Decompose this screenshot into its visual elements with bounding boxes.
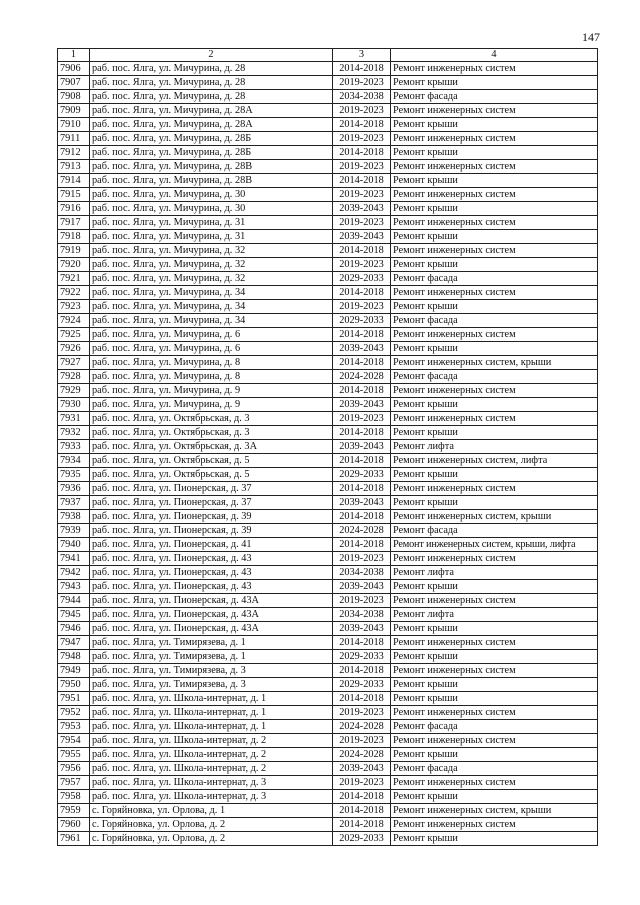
work-type-cell: Ремонт инженерных систем [391, 328, 598, 342]
period-cell: 2014-2018 [333, 482, 391, 496]
row-number: 7953 [58, 720, 90, 734]
address-cell: раб. пос. Ялга, ул. Октябрьская, д. 3А [90, 440, 333, 454]
table-row [58, 342, 598, 356]
work-type-cell: Ремонт лифта [391, 440, 598, 454]
row-number: 7911 [58, 132, 90, 146]
repair-schedule-table [57, 48, 598, 846]
row-number: 7954 [58, 734, 90, 748]
row-number: 7961 [58, 832, 90, 846]
table-row [58, 118, 598, 132]
work-type-cell: Ремонт крыши [391, 398, 598, 412]
row-number: 7960 [58, 818, 90, 832]
period-cell: 2024-2028 [333, 370, 391, 384]
table-row [58, 636, 598, 650]
period-cell: 2039-2043 [333, 622, 391, 636]
address-cell: раб. пос. Ялга, ул. Мичурина, д. 34 [90, 300, 333, 314]
address-cell: раб. пос. Ялга, ул. Октябрьская, д. 3 [90, 426, 333, 440]
work-type-cell: Ремонт фасада [391, 720, 598, 734]
address-cell: раб. пос. Ялга, ул. Мичурина, д. 31 [90, 230, 333, 244]
work-type-cell: Ремонт крыши [391, 692, 598, 706]
row-number: 7938 [58, 510, 90, 524]
table-row [58, 818, 598, 832]
work-type-cell: Ремонт крыши [391, 258, 598, 272]
address-cell: раб. пос. Ялга, ул. Тимирязева, д. 3 [90, 678, 333, 692]
period-cell: 2019-2023 [333, 412, 391, 426]
work-type-cell: Ремонт инженерных систем [391, 734, 598, 748]
table-row [58, 62, 598, 76]
address-cell: раб. пос. Ялга, ул. Школа-интернат, д. 2 [90, 762, 333, 776]
period-cell: 2019-2023 [333, 300, 391, 314]
address-cell: раб. пос. Ялга, ул. Пионерская, д. 43А [90, 622, 333, 636]
period-cell: 2024-2028 [333, 720, 391, 734]
work-type-cell: Ремонт крыши [391, 342, 598, 356]
table-row [58, 328, 598, 342]
row-number: 7957 [58, 776, 90, 790]
table-row [58, 104, 598, 118]
work-type-cell: Ремонт инженерных систем [391, 412, 598, 426]
row-number: 7933 [58, 440, 90, 454]
address-cell: раб. пос. Ялга, ул. Пионерская, д. 43А [90, 608, 333, 622]
work-type-cell: Ремонт фасада [391, 90, 598, 104]
period-cell: 2014-2018 [333, 510, 391, 524]
table-row [58, 650, 598, 664]
row-number: 7952 [58, 706, 90, 720]
work-type-cell: Ремонт крыши [391, 300, 598, 314]
address-cell: раб. пос. Ялга, ул. Мичурина, д. 8 [90, 370, 333, 384]
address-cell: раб. пос. Ялга, ул. Школа-интернат, д. 3 [90, 790, 333, 804]
address-cell: раб. пос. Ялга, ул. Октябрьская, д. 5 [90, 454, 333, 468]
address-cell: раб. пос. Ялга, ул. Мичурина, д. 34 [90, 314, 333, 328]
work-type-cell: Ремонт инженерных систем [391, 160, 598, 174]
row-number: 7955 [58, 748, 90, 762]
period-cell: 2014-2018 [333, 286, 391, 300]
period-cell: 2039-2043 [333, 440, 391, 454]
row-number: 7946 [58, 622, 90, 636]
period-cell: 2014-2018 [333, 244, 391, 258]
work-type-cell: Ремонт инженерных систем, лифта [391, 454, 598, 468]
work-type-cell: Ремонт крыши [391, 202, 598, 216]
table-row [58, 286, 598, 300]
period-cell: 2019-2023 [333, 594, 391, 608]
period-cell: 2034-2038 [333, 90, 391, 104]
period-cell: 2014-2018 [333, 664, 391, 678]
row-number: 7910 [58, 118, 90, 132]
address-cell: раб. пос. Ялга, ул. Мичурина, д. 32 [90, 244, 333, 258]
table-row [58, 300, 598, 314]
address-cell: раб. пос. Ялга, ул. Октябрьская, д. 3 [90, 412, 333, 426]
row-number: 7943 [58, 580, 90, 594]
table-row [58, 790, 598, 804]
table-row [58, 538, 598, 552]
address-cell: раб. пос. Ялга, ул. Тимирязева, д. 1 [90, 650, 333, 664]
row-number: 7926 [58, 342, 90, 356]
row-number: 7940 [58, 538, 90, 552]
work-type-cell: Ремонт инженерных систем [391, 384, 598, 398]
work-type-cell: Ремонт инженерных систем [391, 244, 598, 258]
address-cell: раб. пос. Ялга, ул. Мичурина, д. 30 [90, 188, 333, 202]
row-number: 7918 [58, 230, 90, 244]
work-type-cell: Ремонт крыши [391, 678, 598, 692]
row-number: 7927 [58, 356, 90, 370]
period-cell: 2014-2018 [333, 538, 391, 552]
period-cell: 2014-2018 [333, 62, 391, 76]
work-type-cell: Ремонт инженерных систем [391, 636, 598, 650]
work-type-cell: Ремонт фасада [391, 272, 598, 286]
period-cell: 2014-2018 [333, 692, 391, 706]
work-type-cell: Ремонт инженерных систем [391, 818, 598, 832]
address-cell: раб. пос. Ялга, ул. Мичурина, д. 8 [90, 356, 333, 370]
table-row [58, 132, 598, 146]
address-cell: раб. пос. Ялга, ул. Пионерская, д. 39 [90, 510, 333, 524]
work-type-cell: Ремонт крыши [391, 580, 598, 594]
work-type-cell: Ремонт крыши [391, 496, 598, 510]
row-number: 7951 [58, 692, 90, 706]
row-number: 7928 [58, 370, 90, 384]
table-row [58, 748, 598, 762]
period-cell: 2014-2018 [333, 426, 391, 440]
address-cell: раб. пос. Ялга, ул. Пионерская, д. 37 [90, 496, 333, 510]
table-body [58, 62, 598, 846]
address-cell: раб. пос. Ялга, ул. Пионерская, д. 43 [90, 580, 333, 594]
table-row [58, 314, 598, 328]
period-cell: 2019-2023 [333, 258, 391, 272]
table-row [58, 90, 598, 104]
period-cell: 2014-2018 [333, 804, 391, 818]
period-cell: 2019-2023 [333, 734, 391, 748]
period-cell: 2029-2033 [333, 678, 391, 692]
period-cell: 2039-2043 [333, 202, 391, 216]
table-row [58, 356, 598, 370]
table-row [58, 496, 598, 510]
row-number: 7906 [58, 62, 90, 76]
address-cell: раб. пос. Ялга, ул. Пионерская, д. 43 [90, 552, 333, 566]
table-row [58, 692, 598, 706]
period-cell: 2029-2033 [333, 650, 391, 664]
table-row [58, 664, 598, 678]
period-cell: 2014-2018 [333, 790, 391, 804]
address-cell: с. Горяйновка, ул. Орлова, д. 2 [90, 832, 333, 846]
address-cell: раб. пос. Ялга, ул. Мичурина, д. 6 [90, 328, 333, 342]
work-type-cell: Ремонт крыши [391, 650, 598, 664]
address-cell: раб. пос. Ялга, ул. Мичурина, д. 32 [90, 272, 333, 286]
table-row [58, 720, 598, 734]
period-cell: 2019-2023 [333, 552, 391, 566]
address-cell: раб. пос. Ялга, ул. Пионерская, д. 41 [90, 538, 333, 552]
address-cell: раб. пос. Ялга, ул. Школа-интернат, д. 1 [90, 692, 333, 706]
work-type-cell: Ремонт фасада [391, 762, 598, 776]
table-row [58, 230, 598, 244]
work-type-cell: Ремонт крыши [391, 230, 598, 244]
row-number: 7930 [58, 398, 90, 412]
period-cell: 2019-2023 [333, 160, 391, 174]
table-row [58, 188, 598, 202]
table-row [58, 258, 598, 272]
period-cell: 2019-2023 [333, 188, 391, 202]
table-row [58, 776, 598, 790]
address-cell: раб. пос. Ялга, ул. Мичурина, д. 28А [90, 104, 333, 118]
address-cell: раб. пос. Ялга, ул. Мичурина, д. 28 [90, 90, 333, 104]
address-cell: раб. пос. Ялга, ул. Мичурина, д. 30 [90, 202, 333, 216]
table-row [58, 524, 598, 538]
row-number: 7917 [58, 216, 90, 230]
row-number: 7914 [58, 174, 90, 188]
period-cell: 2014-2018 [333, 818, 391, 832]
period-cell: 2029-2033 [333, 468, 391, 482]
work-type-cell: Ремонт инженерных систем [391, 482, 598, 496]
row-number: 7934 [58, 454, 90, 468]
row-number: 7950 [58, 678, 90, 692]
row-number: 7939 [58, 524, 90, 538]
work-type-cell: Ремонт инженерных систем [391, 706, 598, 720]
period-cell: 2019-2023 [333, 776, 391, 790]
period-cell: 2024-2028 [333, 748, 391, 762]
table-row [58, 216, 598, 230]
table-row [58, 552, 598, 566]
table-row [58, 622, 598, 636]
row-number: 7919 [58, 244, 90, 258]
work-type-cell: Ремонт инженерных систем, крыши, лифта [391, 538, 598, 552]
address-cell: раб. пос. Ялга, ул. Пионерская, д. 43 [90, 566, 333, 580]
table-row [58, 804, 598, 818]
row-number: 7958 [58, 790, 90, 804]
row-number: 7929 [58, 384, 90, 398]
row-number: 7935 [58, 468, 90, 482]
work-type-cell: Ремонт крыши [391, 426, 598, 440]
table-row [58, 174, 598, 188]
row-number: 7925 [58, 328, 90, 342]
period-cell: 2019-2023 [333, 132, 391, 146]
work-type-cell: Ремонт инженерных систем, крыши [391, 804, 598, 818]
work-type-cell: Ремонт крыши [391, 118, 598, 132]
row-number: 7948 [58, 650, 90, 664]
row-number: 7942 [58, 566, 90, 580]
address-cell: раб. пос. Ялга, ул. Мичурина, д. 28А [90, 118, 333, 132]
period-cell: 2014-2018 [333, 118, 391, 132]
table-row [58, 510, 598, 524]
row-number: 7932 [58, 426, 90, 440]
row-number: 7956 [58, 762, 90, 776]
work-type-cell: Ремонт фасада [391, 524, 598, 538]
address-cell: раб. пос. Ялга, ул. Мичурина, д. 28Б [90, 146, 333, 160]
table-row [58, 608, 598, 622]
work-type-cell: Ремонт инженерных систем [391, 188, 598, 202]
address-cell: раб. пос. Ялга, ул. Мичурина, д. 32 [90, 258, 333, 272]
work-type-cell: Ремонт крыши [391, 622, 598, 636]
period-cell: 2039-2043 [333, 342, 391, 356]
row-number: 7931 [58, 412, 90, 426]
work-type-cell: Ремонт крыши [391, 174, 598, 188]
period-cell: 2014-2018 [333, 454, 391, 468]
table-row [58, 454, 598, 468]
address-cell: раб. пос. Ялга, ул. Мичурина, д. 28 [90, 62, 333, 76]
column-header-4: 4 [391, 49, 598, 62]
period-cell: 2029-2033 [333, 314, 391, 328]
address-cell: раб. пос. Ялга, ул. Октябрьская, д. 5 [90, 468, 333, 482]
period-cell: 2019-2023 [333, 216, 391, 230]
work-type-cell: Ремонт лифта [391, 608, 598, 622]
row-number: 7913 [58, 160, 90, 174]
row-number: 7959 [58, 804, 90, 818]
period-cell: 2019-2023 [333, 706, 391, 720]
work-type-cell: Ремонт крыши [391, 76, 598, 90]
address-cell: раб. пос. Ялга, ул. Пионерская, д. 37 [90, 482, 333, 496]
row-number: 7922 [58, 286, 90, 300]
table-row [58, 706, 598, 720]
period-cell: 2014-2018 [333, 356, 391, 370]
table-row [58, 202, 598, 216]
column-header-1: 1 [58, 49, 90, 62]
address-cell: раб. пос. Ялга, ул. Мичурина, д. 28Б [90, 132, 333, 146]
period-cell: 2019-2023 [333, 104, 391, 118]
table-row [58, 678, 598, 692]
work-type-cell: Ремонт фасада [391, 370, 598, 384]
period-cell: 2039-2043 [333, 230, 391, 244]
period-cell: 2014-2018 [333, 636, 391, 650]
address-cell: раб. пос. Ялга, ул. Школа-интернат, д. 3 [90, 776, 333, 790]
row-number: 7909 [58, 104, 90, 118]
address-cell: раб. пос. Ялга, ул. Тимирязева, д. 3 [90, 664, 333, 678]
address-cell: раб. пос. Ялга, ул. Пионерская, д. 43А [90, 594, 333, 608]
work-type-cell: Ремонт крыши [391, 748, 598, 762]
row-number: 7912 [58, 146, 90, 160]
table-row [58, 146, 598, 160]
work-type-cell: Ремонт инженерных систем, крыши [391, 510, 598, 524]
work-type-cell: Ремонт инженерных систем, крыши [391, 356, 598, 370]
row-number: 7907 [58, 76, 90, 90]
table-row [58, 566, 598, 580]
address-cell: раб. пос. Ялга, ул. Школа-интернат, д. 2 [90, 748, 333, 762]
row-number: 7937 [58, 496, 90, 510]
work-type-cell: Ремонт крыши [391, 468, 598, 482]
row-number: 7941 [58, 552, 90, 566]
address-cell: раб. пос. Ялга, ул. Тимирязева, д. 1 [90, 636, 333, 650]
table-row [58, 426, 598, 440]
period-cell: 2039-2043 [333, 580, 391, 594]
address-cell: раб. пос. Ялга, ул. Мичурина, д. 6 [90, 342, 333, 356]
period-cell: 2029-2033 [333, 272, 391, 286]
table-row [58, 412, 598, 426]
column-header-3: 3 [333, 49, 391, 62]
period-cell: 2014-2018 [333, 328, 391, 342]
table-row [58, 468, 598, 482]
period-cell: 2034-2038 [333, 566, 391, 580]
address-cell: раб. пос. Ялга, ул. Пионерская, д. 39 [90, 524, 333, 538]
address-cell: раб. пос. Ялга, ул. Мичурина, д. 31 [90, 216, 333, 230]
work-type-cell: Ремонт фасада [391, 314, 598, 328]
row-number: 7920 [58, 258, 90, 272]
column-number-row [58, 49, 598, 62]
work-type-cell: Ремонт инженерных систем [391, 286, 598, 300]
work-type-cell: Ремонт инженерных систем [391, 104, 598, 118]
period-cell: 2014-2018 [333, 384, 391, 398]
row-number: 7936 [58, 482, 90, 496]
row-number: 7924 [58, 314, 90, 328]
table-row [58, 734, 598, 748]
work-type-cell: Ремонт лифта [391, 566, 598, 580]
row-number: 7923 [58, 300, 90, 314]
work-type-cell: Ремонт инженерных систем [391, 216, 598, 230]
row-number: 7949 [58, 664, 90, 678]
address-cell: раб. пос. Ялга, ул. Школа-интернат, д. 1 [90, 706, 333, 720]
work-type-cell: Ремонт инженерных систем [391, 132, 598, 146]
address-cell: раб. пос. Ялга, ул. Мичурина, д. 9 [90, 398, 333, 412]
address-cell: раб. пос. Ялга, ул. Мичурина, д. 28В [90, 174, 333, 188]
work-type-cell: Ремонт крыши [391, 832, 598, 846]
work-type-cell: Ремонт инженерных систем [391, 776, 598, 790]
work-type-cell: Ремонт инженерных систем [391, 552, 598, 566]
address-cell: раб. пос. Ялга, ул. Мичурина, д. 28В [90, 160, 333, 174]
column-header-2: 2 [90, 49, 333, 62]
table-row [58, 244, 598, 258]
table-row [58, 482, 598, 496]
period-cell: 2019-2023 [333, 76, 391, 90]
table-row [58, 440, 598, 454]
work-type-cell: Ремонт крыши [391, 146, 598, 160]
row-number: 7944 [58, 594, 90, 608]
table-row [58, 832, 598, 846]
row-number: 7921 [58, 272, 90, 286]
address-cell: с. Горяйновка, ул. Орлова, д. 1 [90, 804, 333, 818]
work-type-cell: Ремонт инженерных систем [391, 62, 598, 76]
period-cell: 2024-2028 [333, 524, 391, 538]
table-row [58, 272, 598, 286]
period-cell: 2039-2043 [333, 398, 391, 412]
period-cell: 2014-2018 [333, 146, 391, 160]
table-row [58, 76, 598, 90]
work-type-cell: Ремонт крыши [391, 790, 598, 804]
address-cell: раб. пос. Ялга, ул. Мичурина, д. 34 [90, 286, 333, 300]
address-cell: с. Горяйновка, ул. Орлова, д. 2 [90, 818, 333, 832]
row-number: 7915 [58, 188, 90, 202]
address-cell: раб. пос. Ялга, ул. Школа-интернат, д. 1 [90, 720, 333, 734]
page-number: 147 [582, 30, 600, 44]
table-row [58, 370, 598, 384]
table-row [58, 384, 598, 398]
row-number: 7945 [58, 608, 90, 622]
work-type-cell: Ремонт инженерных систем [391, 664, 598, 678]
address-cell: раб. пос. Ялга, ул. Школа-интернат, д. 2 [90, 734, 333, 748]
table-row [58, 594, 598, 608]
period-cell: 2034-2038 [333, 608, 391, 622]
table-row [58, 580, 598, 594]
row-number: 7908 [58, 90, 90, 104]
period-cell: 2039-2043 [333, 496, 391, 510]
period-cell: 2014-2018 [333, 174, 391, 188]
work-type-cell: Ремонт инженерных систем [391, 594, 598, 608]
row-number: 7916 [58, 202, 90, 216]
address-cell: раб. пос. Ялга, ул. Мичурина, д. 28 [90, 76, 333, 90]
address-cell: раб. пос. Ялга, ул. Мичурина, д. 9 [90, 384, 333, 398]
table-row [58, 160, 598, 174]
row-number: 7947 [58, 636, 90, 650]
period-cell: 2039-2043 [333, 762, 391, 776]
period-cell: 2029-2033 [333, 832, 391, 846]
table-row [58, 398, 598, 412]
table-row [58, 762, 598, 776]
